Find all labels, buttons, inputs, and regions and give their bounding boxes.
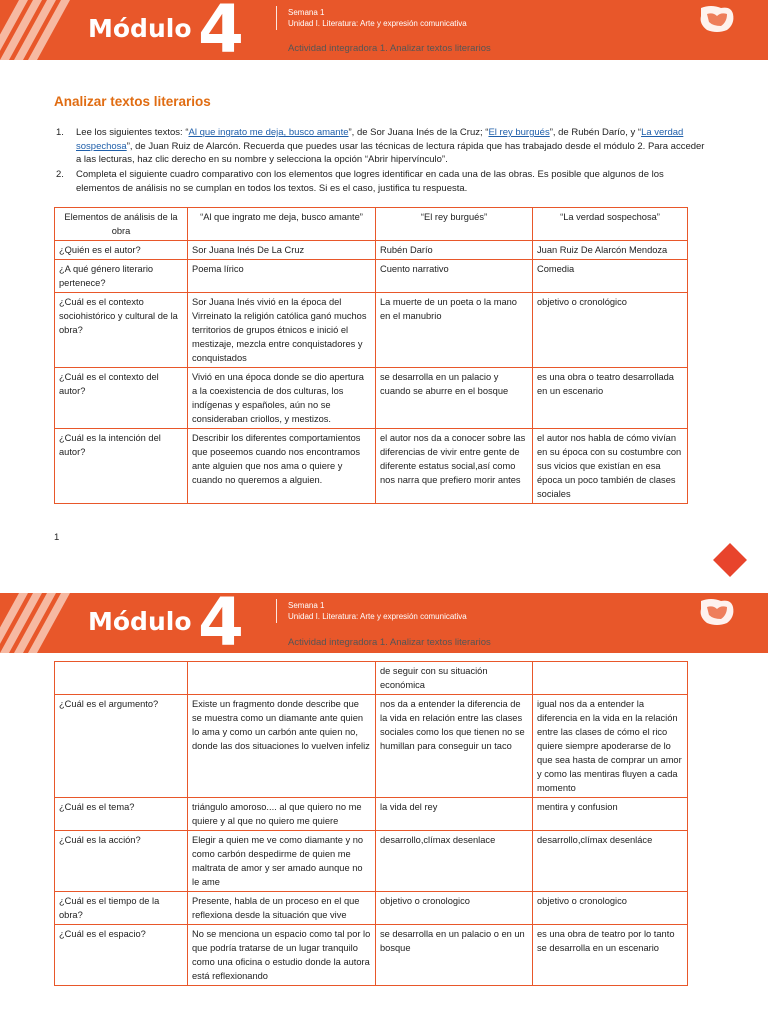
table-cell: es una obra de teatro por lo tanto se desarrolla en un escenario <box>533 925 688 986</box>
table-cell: ¿Cuál es el contexto del autor? <box>55 368 188 429</box>
instruction-number-1: 1. <box>56 127 64 138</box>
table-cell: ¿Cuál es la acción? <box>55 831 188 892</box>
table-cell: el autor nos habla de cómo vivían en su época con su costumbre con sus vicios que existían en esa época un poco también de clases sociales <box>533 429 688 504</box>
prepa-en-linea-sep-logo-icon <box>697 597 737 627</box>
table-row <box>55 429 688 504</box>
instruction-text-1 <box>76 126 706 167</box>
link-al-que-ingrato[interactable]: Al que ingrato me deja, busco amante <box>188 127 349 138</box>
instruction-fragment: ”, de Rubén Darío, y “ <box>549 127 642 138</box>
table-cell: objetivo o cronologico <box>533 892 688 925</box>
table-cell: la vida del rey <box>376 798 533 831</box>
table-cell: Rubén Darío <box>376 241 533 260</box>
table-cell: Poema lírico <box>188 260 376 293</box>
header-divider <box>276 6 277 30</box>
table-cell: No se menciona un espacio como tal por lo que podría tratarse de un lugar tranquilo como una oficina o estudio donde la autora está reflexionando <box>188 925 376 986</box>
table-cell: Elegir a quien me ve como diamante y no como carbón despedirme de quien me maltrata de amor y ser amado aunque no le ame <box>188 831 376 892</box>
table-header-row <box>55 208 688 241</box>
table-cell: objetivo o cronológico <box>533 293 688 368</box>
table-cell: Sor Juana Inés vivió en la época del Virreinato la religión católica ganó muchos territorios de grupos étnicos e inició el mestizaje, mezcla entre conquistadores y conquistados <box>188 293 376 368</box>
instruction-item-2 <box>56 168 706 195</box>
table-header-cell: “El rey burgués” <box>376 208 533 241</box>
table-cell: desarrollo,clímax desenlace <box>376 831 533 892</box>
table-row <box>55 925 688 986</box>
header-divider <box>276 599 277 623</box>
table-cell: ¿Cuál es el tiempo de la obra? <box>55 892 188 925</box>
diagonal-stripes-decoration <box>0 0 78 60</box>
week-label: Semana 1 <box>288 601 325 610</box>
table-cell: triángulo amoroso.... al que quiero no me quiere y al que no quiero me quiere <box>188 798 376 831</box>
activity-subtitle: Actividad integradora 1. Analizar textos literarios <box>288 43 491 54</box>
table-cell: La muerte de un poeta o la mano en el manubrio <box>376 293 533 368</box>
table-row <box>55 892 688 925</box>
module-word: Módulo <box>88 607 192 636</box>
comparison-table-page2 <box>54 661 688 986</box>
module-word: Módulo <box>88 14 192 43</box>
instruction-number-2: 2. <box>56 169 64 180</box>
table-row <box>55 241 688 260</box>
table-row <box>55 260 688 293</box>
table-cell: ¿A qué género literario pertenece? <box>55 260 188 293</box>
table-cell: de seguir con su situación económica <box>376 662 533 695</box>
diagonal-stripes-decoration <box>0 593 78 653</box>
table-row <box>55 695 688 798</box>
link-el-rey-burgues[interactable]: El rey burgués <box>488 127 550 138</box>
table-cell: se desarrolla en un palacio o en un bosque <box>376 925 533 986</box>
table-cell: Existe un fragmento donde describe que se muestra como un diamante ante quien lo ama y como un carbón ante quien no, donde las dos situaciones lo vuelven infeliz <box>188 695 376 798</box>
module-number: 4 <box>198 593 244 653</box>
table-cell: Cuento narrativo <box>376 260 533 293</box>
module-number: 4 <box>198 0 244 60</box>
table-cell: desarrollo,clímax desenláce <box>533 831 688 892</box>
table-cell: ¿Cuál es el argumento? <box>55 695 188 798</box>
unit-label: Unidad I. Literatura: Arte y expresión comunicativa <box>288 19 467 28</box>
instruction-fragment: ”, de Juan Ruiz de Alarcón. Recuerda que puedes usar las técnicas de lectura rápida que has trabajado desde el módulo 2. Para acceder a las lecturas, haz clic derecho en su nombre y selecciona la opción “Abrir hipervínculo”. <box>76 140 705 165</box>
table-cell <box>188 662 376 695</box>
table-cell <box>533 662 688 695</box>
link-la-verdad-sospechosa[interactable]: La verdad sospechosa <box>76 127 684 152</box>
table-row <box>55 368 688 429</box>
section-title: Analizar textos literarios <box>54 94 211 109</box>
diamond-decoration <box>713 543 747 577</box>
table-cell: es una obra o teatro desarrollada en un escenario <box>533 368 688 429</box>
table-cell: Juan Ruiz De Alarcón Mendoza <box>533 241 688 260</box>
table-cell: ¿Cuál es la intención del autor? <box>55 429 188 504</box>
table-cell: objetivo o cronologico <box>376 892 533 925</box>
table-cell <box>55 662 188 695</box>
table-row <box>55 831 688 892</box>
week-label: Semana 1 <box>288 8 325 17</box>
unit-label: Unidad I. Literatura: Arte y expresión comunicativa <box>288 612 467 621</box>
table-cell: igual nos da a entender la diferencia en la vida en la relación entre las clases de cómo el rico quiere siempre apoderarse de lo que sea hasta de comprar un amor y como las mentiras fluyen a cada momento <box>533 695 688 798</box>
table-cell: Sor Juana Inés De La Cruz <box>188 241 376 260</box>
prepa-en-linea-sep-logo-icon <box>697 4 737 34</box>
table-cell: Comedia <box>533 260 688 293</box>
instruction-fragment: ”, de Sor Juana Inés de la Cruz; “ <box>348 127 489 138</box>
instruction-item-1 <box>56 126 706 167</box>
table-cell: ¿Cuál es el contexto sociohistórico y cultural de la obra? <box>55 293 188 368</box>
table-cell: Presente, habla de un proceso en el que reflexiona desde la situación que vive <box>188 892 376 925</box>
table-cell: ¿Cuál es el espacio? <box>55 925 188 986</box>
table-header-cell: “Al que ingrato me deja, busco amante” <box>188 208 376 241</box>
table-cell: se desarrolla en un palacio y cuando se aburre en el bosque <box>376 368 533 429</box>
instruction-text-2: Completa el siguiente cuadro comparativo con los elementos que logres identificar en cada una de las obras. Es posible que algunos de los elementos de análisis no se cumplan en todos los textos. Si es el caso, justifica tu respuesta. <box>76 169 664 194</box>
table-cell: Vivió en una época donde se dio apertura a la coexistencia de dos culturas, los indígenas y españoles, aún no se consideraban criollos, y mestizos. <box>188 368 376 429</box>
instruction-fragment: Lee los siguientes textos: “ <box>76 127 189 138</box>
table-row <box>55 662 688 695</box>
page-number: 1 <box>54 532 60 543</box>
table-row <box>55 293 688 368</box>
table-cell: Describir los diferentes comportamientos que poseemos cuando nos encontramos ante alguien que nos ama o quiere y cuando no queremos a alguien. <box>188 429 376 504</box>
table-cell: nos da a entender la diferencia de la vida en relación entre las clases sociales como los que tienen no se humillan para conseguir un taco <box>376 695 533 798</box>
table-header-cell: “La verdad sospechosa” <box>533 208 688 241</box>
activity-subtitle: Actividad integradora 1. Analizar textos literarios <box>288 637 491 648</box>
table-header-cell: Elementos de análisis de la obra <box>55 208 188 241</box>
comparison-table-page1 <box>54 207 688 504</box>
table-cell: mentira y confusion <box>533 798 688 831</box>
table-cell: ¿Cuál es el tema? <box>55 798 188 831</box>
table-cell: el autor nos da a conocer sobre las diferencias de vivir entre gente de diferente estatus social,así como nos narra que prefiero morir antes <box>376 429 533 504</box>
table-cell: ¿Quién es el autor? <box>55 241 188 260</box>
table-row <box>55 798 688 831</box>
